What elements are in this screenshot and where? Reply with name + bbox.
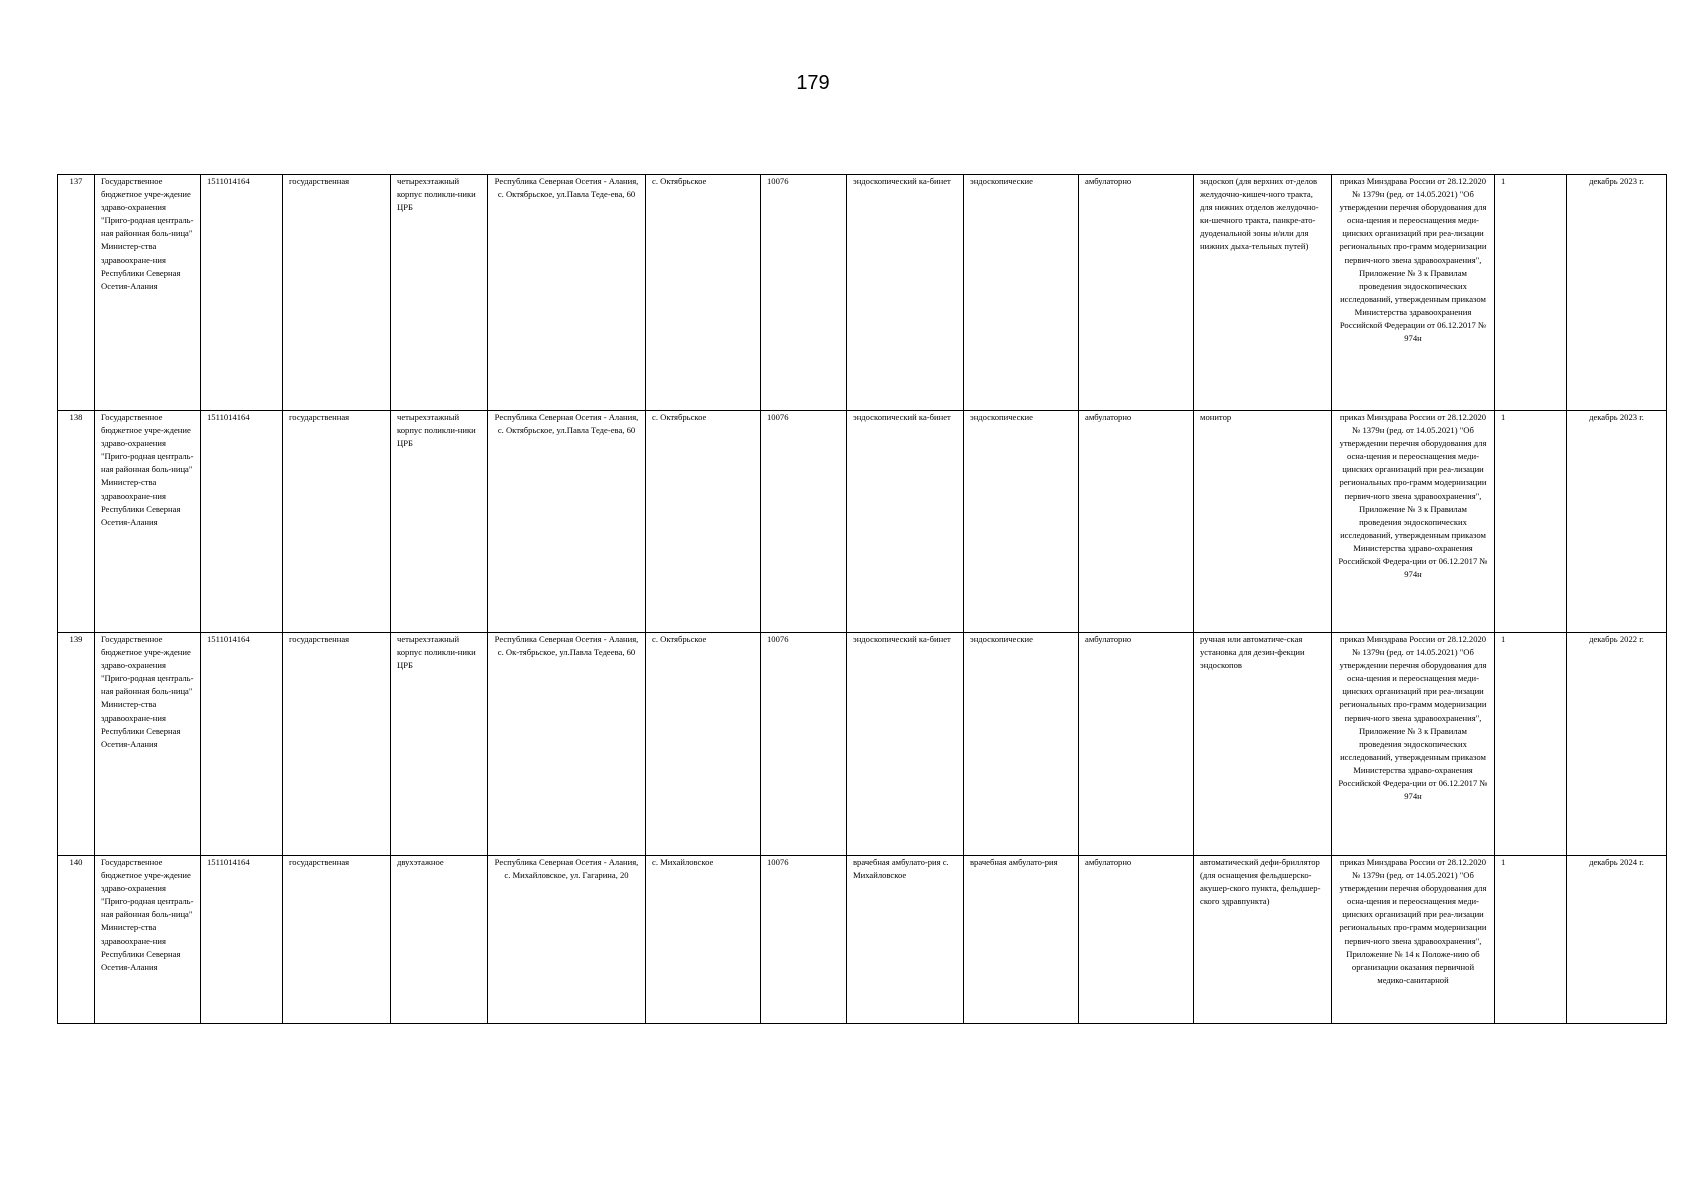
quantity-cell: 1 <box>1495 856 1567 1024</box>
equipment-cell: автоматический дефи-бриллятор (для оснащения фельдшерско-акушер-ского пункта, фельдшер-ского здравпункта) <box>1194 856 1332 1024</box>
ownership-cell: государственная <box>283 411 391 633</box>
table-row <box>58 856 1667 1024</box>
equipment-cell: эндоскоп (для верхних от-делов желудочно-кишеч-ного тракта, для нижних отделов желудочно-ки-шечного тракта, панкре-ато-дуоденальной зоны и/или для нижних дыха-тельных путей) <box>1194 175 1332 411</box>
equipment-cell: монитор <box>1194 411 1332 633</box>
equipment-table <box>57 174 1667 1024</box>
table-body <box>58 175 1667 1024</box>
date-cell: декабрь 2022 г. <box>1567 633 1667 856</box>
organization-cell: Государственное бюджетное учре-ждение здраво-охранения "Приго-родная централь-ная районная боль-ница" Министер-ства здравоохране-ния Республики Северная Осетия-Алания <box>95 856 201 1024</box>
legal-basis-cell: приказ Минздрава России от 28.12.2020 № 1379н (ред. от 14.05.2021) "Об утверждении перечня оборудования для осна-щения и переоснащения меди-цинских организаций при реа-лизации региональных про-грамм модернизации первич-ного звена здравоохранения", Приложение № 3 к Правилам проведения эндоскопических исследований, утвержденным приказом Министерства здравоохранения Российской Федерации от 06.12.2017 № 974н <box>1332 175 1495 411</box>
profile-cell: врачебная амбулато-рия <box>964 856 1079 1024</box>
quantity-cell: 1 <box>1495 633 1567 856</box>
table-row <box>58 633 1667 856</box>
legal-basis-cell: приказ Минздрава России от 28.12.2020 № 1379н (ред. от 14.05.2021) "Об утверждении перечня оборудования для осна-щения и переоснащения меди-цинских организаций при реа-лизации региональных про-грамм модернизации первич-ного звена здравоохранения", Приложение № 3 к Правилам проведения эндоскопических исследований, утвержденным приказом Министерства здраво-охранения Российской Федера-ции от 06.12.2017 № 974н <box>1332 411 1495 633</box>
organization-cell: Государственное бюджетное учре-ждение здраво-охранения "Приго-родная централь-ная районная боль-ница" Министер-ства здравоохране-ния Республики Северная Осетия-Алания <box>95 175 201 411</box>
condition-cell: амбулаторно <box>1079 856 1194 1024</box>
ownership-cell: государственная <box>283 856 391 1024</box>
locality-cell: с. Октябрьское <box>646 633 761 856</box>
unit-cell: эндоскопический ка-бинет <box>847 411 964 633</box>
condition-cell: амбулаторно <box>1079 411 1194 633</box>
locality-cell: с. Октябрьское <box>646 411 761 633</box>
inn-cell: 1511014164 <box>201 633 283 856</box>
unit-cell: эндоскопический ка-бинет <box>847 633 964 856</box>
organization-cell: Государственное бюджетное учре-ждение здраво-охранения "Приго-родная централь-ная районная боль-ница" Министер-ства здравоохране-ния Республики Северная Осетия-Алания <box>95 411 201 633</box>
locality-cell: с. Октябрьское <box>646 175 761 411</box>
building-cell: четырехэтажный корпус поликли-ники ЦРБ <box>391 411 488 633</box>
row-number-cell: 137 <box>58 175 95 411</box>
quantity-cell: 1 <box>1495 175 1567 411</box>
ownership-cell: государственная <box>283 175 391 411</box>
legal-basis-cell: приказ Минздрава России от 28.12.2020 № 1379н (ред. от 14.05.2021) "Об утверждении перечня оборудования для осна-щения и переоснащения меди-цинских организаций при реа-лизации региональных про-грамм модернизации первич-ного звена здравоохранения", Приложение № 14 к Положе-нию об организации оказания первичной медико-санитарной <box>1332 856 1495 1024</box>
row-number-cell: 140 <box>58 856 95 1024</box>
table-row <box>58 175 1667 411</box>
code-cell: 10076 <box>761 633 847 856</box>
profile-cell: эндоскопические <box>964 633 1079 856</box>
legal-basis-cell: приказ Минздрава России от 28.12.2020 № 1379н (ред. от 14.05.2021) "Об утверждении перечня оборудования для осна-щения и переоснащения меди-цинских организаций при реа-лизации региональных про-грамм модернизации первич-ного звена здравоохранения", Приложение № 3 к Правилам проведения эндоскопических исследований, утвержденным приказом Министерства здраво-охранения Российской Федера-ции от 06.12.2017 № 974н <box>1332 633 1495 856</box>
address-cell: Республика Северная Осетия - Алания, с. Михайловское, ул. Гагарина, 20 <box>488 856 646 1024</box>
date-cell: декабрь 2023 г. <box>1567 411 1667 633</box>
code-cell: 10076 <box>761 175 847 411</box>
date-cell: декабрь 2023 г. <box>1567 175 1667 411</box>
locality-cell: с. Михайловское <box>646 856 761 1024</box>
date-cell: декабрь 2024 г. <box>1567 856 1667 1024</box>
building-cell: четырехэтажный корпус поликли-ники ЦРБ <box>391 633 488 856</box>
address-cell: Республика Северная Осетия - Алания, с. Октябрьское, ул.Павла Теде-ева, 60 <box>488 175 646 411</box>
unit-cell: эндоскопический ка-бинет <box>847 175 964 411</box>
address-cell: Республика Северная Осетия - Алания, с. Ок-тябрьское, ул.Павла Тедеева, 60 <box>488 633 646 856</box>
code-cell: 10076 <box>761 856 847 1024</box>
ownership-cell: государственная <box>283 633 391 856</box>
unit-cell: врачебная амбулато-рия с. Михайловское <box>847 856 964 1024</box>
row-number-cell: 138 <box>58 411 95 633</box>
building-cell: четырехэтажный корпус поликли-ники ЦРБ <box>391 175 488 411</box>
inn-cell: 1511014164 <box>201 175 283 411</box>
address-cell: Республика Северная Осетия - Алания, с. Октябрьское, ул.Павла Теде-ева, 60 <box>488 411 646 633</box>
quantity-cell: 1 <box>1495 411 1567 633</box>
table-row <box>58 411 1667 633</box>
building-cell: двухэтажное <box>391 856 488 1024</box>
page-number: 179 <box>796 72 830 94</box>
inn-cell: 1511014164 <box>201 856 283 1024</box>
condition-cell: амбулаторно <box>1079 633 1194 856</box>
profile-cell: эндоскопические <box>964 175 1079 411</box>
row-number-cell: 139 <box>58 633 95 856</box>
organization-cell: Государственное бюджетное учре-ждение здраво-охранения "Приго-родная централь-ная районная боль-ница" Министер-ства здравоохране-ния Республики Северная Осетия-Алания <box>95 633 201 856</box>
condition-cell: амбулаторно <box>1079 175 1194 411</box>
inn-cell: 1511014164 <box>201 411 283 633</box>
profile-cell: эндоскопические <box>964 411 1079 633</box>
code-cell: 10076 <box>761 411 847 633</box>
equipment-cell: ручная или автоматиче-ская установка для дезин-фекции эндоскопов <box>1194 633 1332 856</box>
